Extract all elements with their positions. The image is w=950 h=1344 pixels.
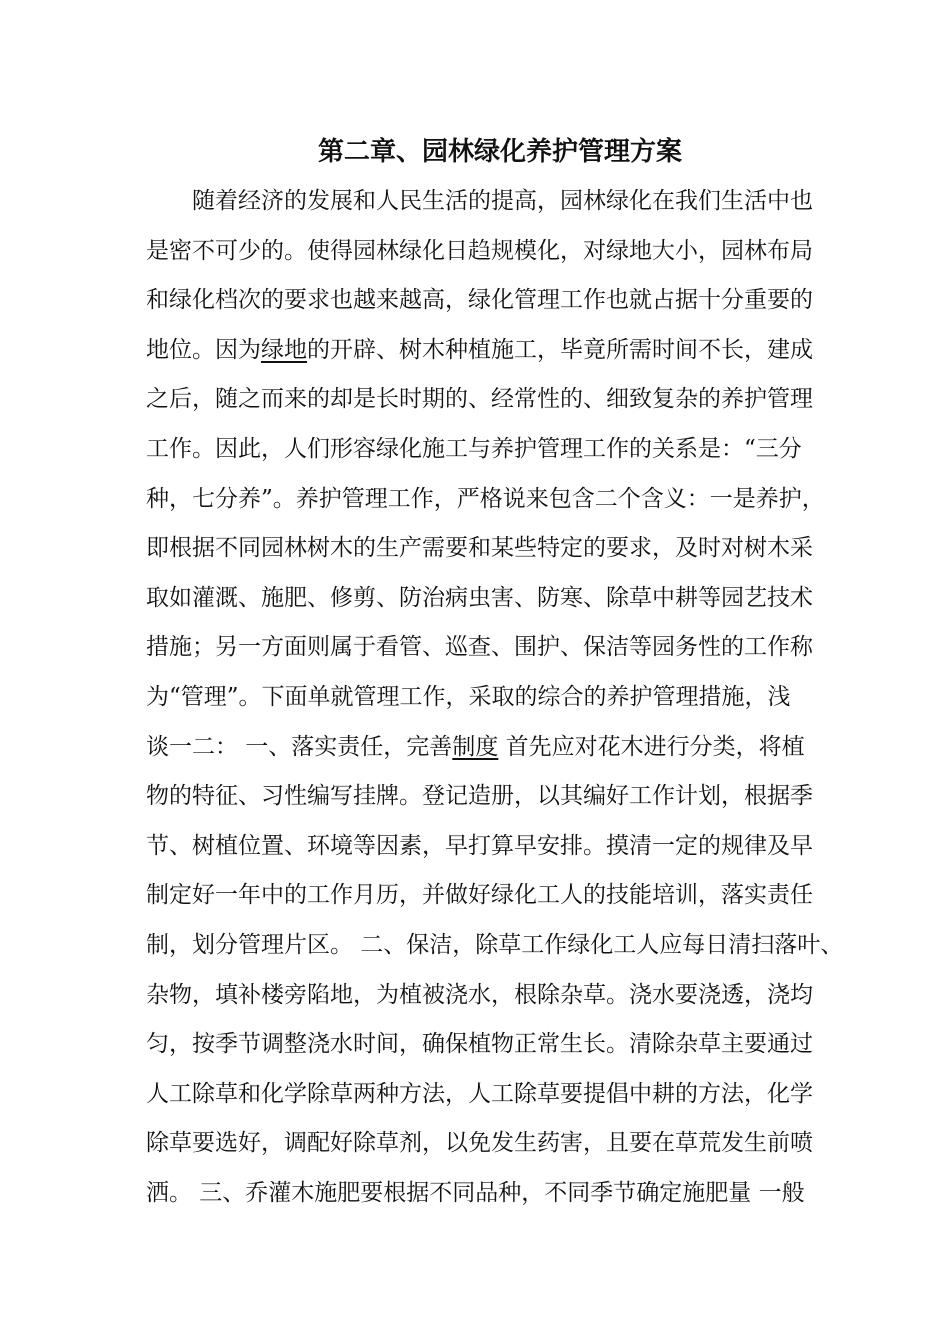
line-text: 物的特征、习性编写挂牌。登记造册，以其编好工作计划，根据季 [146,783,813,810]
text-line [146,976,836,1026]
text-line [146,628,836,678]
document-body [146,182,844,1223]
line-text: 取如灌溉、施肥、修剪、防治病虫害、防寒、除草中耕等园艺技术 [146,584,813,611]
text-line [146,678,836,728]
text-line [146,430,836,480]
line-text: 节、树植位置、环境等因素，早打算早安排。摸清一定的规律及早 [146,832,813,859]
line-text: 工作。因此，人们形容绿化施工与养护管理工作的关系是：“三分 [146,435,802,462]
text-line [146,480,836,530]
line-text: 和绿化档次的要求也越来越高，绿化管理工作也就占据十分重要的 [146,287,813,314]
line-text: 地位。因为 [146,336,261,363]
line-text: 的开辟、树木种植施工，毕竟所需时间不长，建成 [307,336,813,363]
text-line [146,182,836,232]
line-text: 匀，按季节调整浇水时间，确保植物正常生长。清除杂草主要通过 [146,1031,813,1058]
text-line [146,331,836,381]
line-text: 杂物，填补楼旁陷地，为植被浇水，根除杂草。浇水要浇透，浇均 [146,981,813,1008]
text-line [146,728,836,778]
line-text: 洒。 三、乔灌木施肥要根据不同品种，不同季节确定施肥量 一般 [146,1179,805,1206]
line-text: 人工除草和化学除草两种方法，人工除草要提倡中耕的方法，化学 [146,1080,813,1107]
line-text: 除草要选好，调配好除草剂，以免发生药害，且要在草荒发生前喷 [146,1130,813,1157]
text-line [146,827,836,877]
text-line [146,1174,836,1224]
line-text: 种，七分养”。养护管理工作，严格说来包含二个含义：一是养护， [146,485,825,512]
text-line [146,876,836,926]
text-line [146,1124,836,1174]
line-text: 制定好一年中的工作月历，并做好绿化工人的技能培训，落实责任 [146,882,813,909]
text-line [146,1075,836,1125]
line-text: 随着经济的发展和人民生活的提高，园林绿化在我们生活中也 [192,188,813,214]
text-line [146,579,836,629]
line-text: 谈一二： 一、落实责任，完善 [146,733,453,760]
text-line [146,281,836,331]
text-line [146,777,836,827]
document-title: 第二章、园林绿化养护管理方案 [317,137,682,167]
text-line [146,926,844,976]
line-text: 是密不可少的。使得园林绿化日趋规模化，对绿地大小，园林布局 [146,237,813,264]
line-text: 制，划分管理片区。 二、保洁，除草工作绿化工人应每日清扫落叶、 [146,931,844,958]
line-text: 即根据不同园林树木的生产需要和某些特定的要求，及时对树木采 [146,535,813,562]
line-text: 措施；另一方面则属于看管、巡查、围护、保洁等园务性的工作称 [146,634,813,661]
link-green-space[interactable]: 绿地 [261,336,307,363]
line-text: 首先应对花木进行分类，将植 [498,733,805,760]
link-system[interactable]: 制度 [452,733,499,760]
text-line [146,232,836,282]
text-line [146,529,836,579]
line-text: 为“管理”。下面单就管理工作，采取的综合的养护管理措施，浅 [146,683,791,710]
text-line [146,380,836,430]
text-line [146,1025,836,1075]
line-text: 之后，随之而来的却是长时期的、经常性的、细致复杂的养护管理 [146,386,813,413]
